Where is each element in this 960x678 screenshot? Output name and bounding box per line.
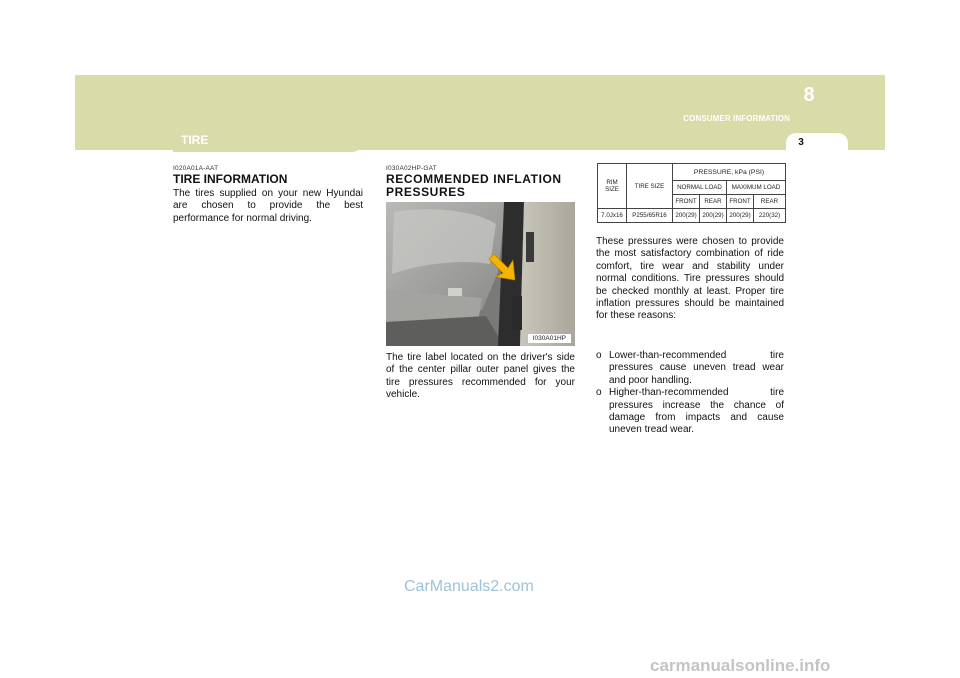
- tire-size-value: P255/65R16: [627, 209, 673, 223]
- col1-code: I020A01A-AAT: [173, 165, 219, 172]
- pressure-header: PRESSURE, kPa (PSI): [673, 164, 786, 181]
- col2-code: I030A02HP-GAT: [386, 165, 437, 172]
- tire-pressure-table: [597, 163, 786, 223]
- normal-rear-header: REAR: [700, 195, 727, 209]
- tire-label-photo: [386, 202, 575, 346]
- tire-information-text: The tires supplied on your new Hyundai are chosen to provide the best performance for normal driving.: [173, 188, 363, 224]
- section-label: TIRE: [181, 133, 209, 147]
- reasons-list: [596, 350, 784, 437]
- normal-front-value: 200(29): [673, 209, 700, 223]
- max-rear-header: REAR: [754, 195, 786, 209]
- pressures-explanation-text: These pressures were chosen to provide the most satisfactory combination of ride comfort, tire wear and stability under normal conditions. Tire pressures should be checked monthly at least. Proper tire inflation pressures should be maintained for these reasons:: [596, 236, 784, 322]
- chapter-number: 8: [803, 84, 815, 106]
- normal-front-header: FRONT: [673, 195, 700, 209]
- list-item: o Lower-than-recommended tire pressures cause uneven tread wear and poor handling.: [596, 350, 784, 386]
- carmanualsonline-watermark: carmanualsonline.info: [650, 656, 831, 675]
- max-rear-value: 220(32): [754, 209, 786, 223]
- rim-size-header: RIM SIZE: [598, 164, 627, 209]
- list-item: o Higher-than-recommended tire pressures increase the chance of damage from impacts and cause uneven tread wear.: [596, 387, 784, 436]
- max-front-value: 200(29): [727, 209, 754, 223]
- normal-rear-value: 200(29): [700, 209, 727, 223]
- tire-size-header: TIRE SIZE: [627, 164, 673, 209]
- carmanuals-watermark: CarManuals2.com: [404, 578, 534, 595]
- inflation-pressures-heading: RECOMMENDED INFLATION PRESSURES: [386, 172, 562, 199]
- photo-caption-label: I030A01HP: [528, 334, 571, 343]
- chapter-title: CONSUMER INFORMATION: [683, 114, 790, 123]
- car-interior-illustration: [386, 202, 575, 346]
- page-number: 3: [798, 137, 804, 148]
- tire-information-heading: TIRE INFORMATION: [173, 172, 288, 186]
- tire-label-text: The tire label located on the driver's side of the center pillar outer panel gives the tire pressures recommended for your vehicle.: [386, 352, 575, 401]
- maximum-load-header: MAXIMUM LOAD: [727, 181, 786, 195]
- rim-size-value: 7.0Jx16: [598, 209, 627, 223]
- max-front-header: FRONT: [727, 195, 754, 209]
- normal-load-header: NORMAL LOAD: [673, 181, 727, 195]
